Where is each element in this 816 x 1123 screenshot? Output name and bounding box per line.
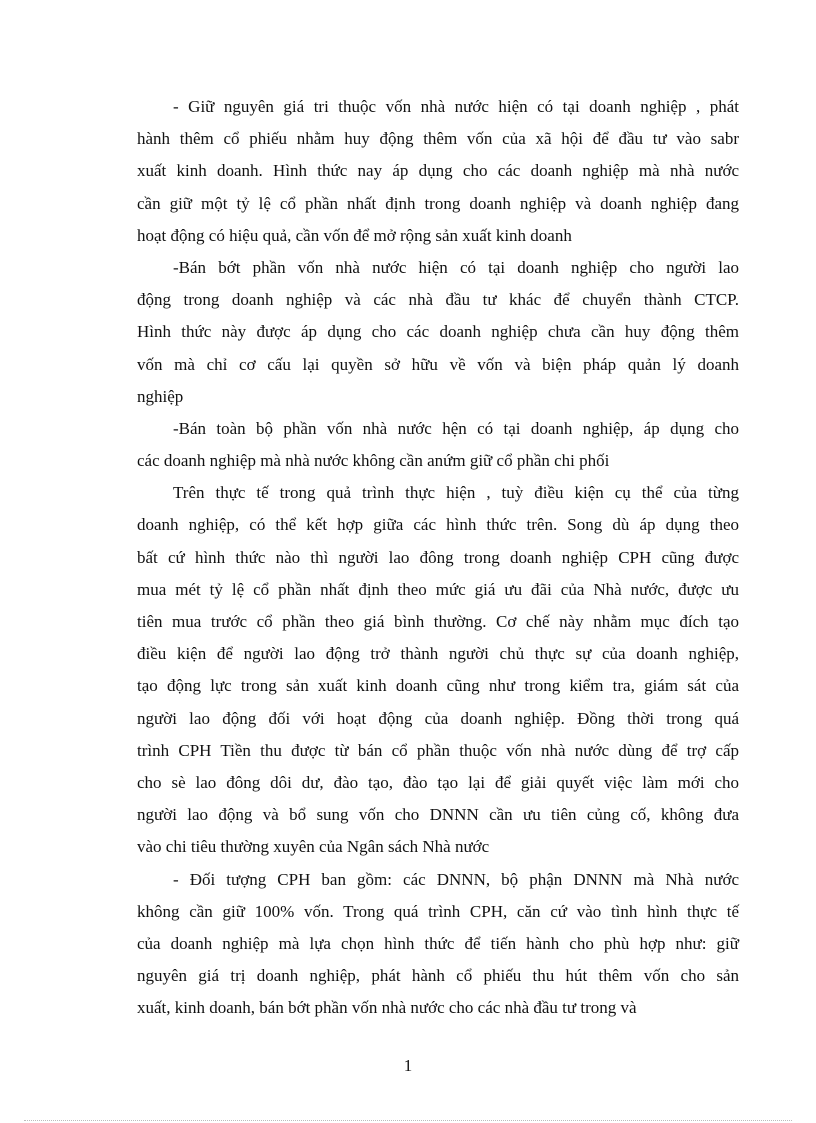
text-line: -Bán bớt phần vốn nhà nước hiện có tại doanh nghiệp cho người lao [173, 257, 739, 277]
text-line: người lao động và bổ sung vốn cho DNNN cần ưu tiên củng cố, không đưa [137, 805, 739, 825]
text-line: động trong doanh nghiệp và các nhà đầu tư khác để chuyển thành CTCP. [137, 290, 739, 310]
page-edge-divider [24, 1120, 792, 1121]
text-line: - Đối tượng CPH ban gồm: các DNNN, bộ phận DNNN mà Nhà nước [173, 869, 739, 889]
text-line: cần giữ một tỷ lệ cổ phần nhất định trong doanh nghiệp và doanh nghiệp đang [137, 193, 739, 213]
text-line: nguyên giá trị doanh nghiệp, phát hành cổ phiếu thu hút thêm vốn cho sản [137, 966, 739, 986]
text-line: xuất kinh doanh. Hình thức nay áp dụng cho các doanh nghiệp mà nhà nước [137, 161, 739, 181]
text-line: người lao động đối với hoạt động của doanh nghiệp. Đồng thời trong quá [137, 708, 739, 728]
text-line: xuất, kinh doanh, bán bớt phần vốn nhà nước cho các nhà đầu tư trong và [137, 998, 637, 1018]
text-line: Hình thức này được áp dụng cho các doanh nghiệp chưa cần huy động thêm [137, 322, 739, 342]
text-line: vào chi tiêu thường xuyên của Ngân sách Nhà nước [137, 837, 490, 857]
text-line: doanh nghiệp, có thể kết hợp giữa các hình thức trên. Song dù áp dụng theo [137, 515, 739, 535]
text-line: không cần giữ 100% vốn. Trong quá trình CPH, căn cứ vào tình hình thực tế [137, 901, 739, 921]
text-line: trình CPH Tiền thu được từ bán cổ phần thuộc vốn nhà nước dùng để trợ cấp [137, 740, 739, 760]
text-line: nghiệp [137, 386, 184, 406]
text-line: bất cứ hình thức nào thì người lao đông trong doanh nghiệp CPH cũng được [137, 547, 739, 567]
text-line: tạo động lực trong sản xuất kinh doanh cũng như trong kiểm tra, giám sát của [137, 676, 739, 696]
text-line: hoạt động có hiệu quả, cần vốn để mở rộng sản xuất kinh doanh [137, 225, 572, 245]
text-line: cho sè lao đông dôi dư, đào tạo, đào tạo lại để giải quyết việc làm mới cho [137, 772, 739, 792]
text-line: của doanh nghiệp mà lựa chọn hình thức để tiến hành cho phù hợp như: giữ [137, 933, 739, 953]
text-line: điều kiện để người lao động trở thành người chủ thực sự của doanh nghiệp, [137, 644, 739, 664]
text-line: Trên thực tế trong quả trình thực hiện , tuỳ điều kiện cụ thể của từng [173, 483, 739, 503]
text-line: tiên mua trước cổ phần theo giá bình thường. Cơ chế này nhằm mục đích tạo [137, 612, 739, 631]
document-body [137, 91, 739, 1024]
text-line: mua mét tỷ lệ cổ phần nhất định theo mức giá ưu đãi của Nhà nước, được ưu [137, 579, 739, 599]
text-line: các doanh nghiệp mà nhà nước không cần anứm giữ cổ phần chi phối [137, 451, 610, 471]
text-line: -Bán toàn bộ phần vốn nhà nước hện có tại doanh nghiệp, áp dụng cho [173, 418, 739, 438]
text-line: vốn mà chỉ cơ cấu lại quyền sở hữu về vốn và biện pháp quản lý doanh [137, 354, 739, 374]
page-number: 1 [403, 1056, 413, 1075]
text-line: hành thêm cổ phiếu nhằm huy động thêm vốn của xã hội để đầu tư vào sabr [137, 129, 739, 149]
text-line: - Giữ nguyên giá tri thuộc vốn nhà nước hiện có tại doanh nghiệp , phát [173, 97, 739, 116]
